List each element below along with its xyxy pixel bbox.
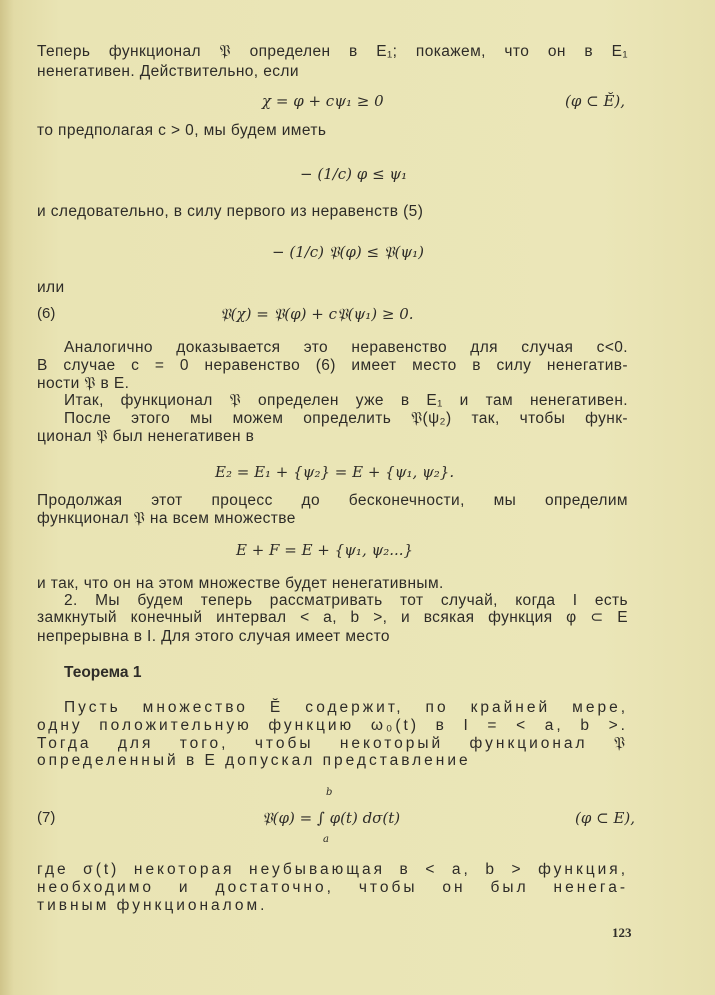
equation-number: (7) bbox=[37, 809, 56, 826]
text-line: Итак, функционал 𝔓 определен уже в E₁ и там ненегативен. bbox=[64, 392, 628, 409]
equation: − (1/c) φ ≤ ψ₁ bbox=[300, 165, 408, 183]
integral-lower-limit: a bbox=[323, 834, 329, 845]
equation-condition: (φ ⊂ E), bbox=[575, 809, 636, 827]
equation: 𝔓(φ) = ∫ φ(t) dσ(t) bbox=[262, 809, 401, 827]
equation: − (1/c) 𝔓(φ) ≤ 𝔓(ψ₁) bbox=[272, 243, 424, 261]
equation: E₂ = E₁ + {ψ₂} = E + {ψ₁, ψ₂}. bbox=[215, 463, 455, 481]
text-line: Пусть множество Ĕ содержит, по крайней мере, bbox=[64, 699, 628, 716]
text-line: где σ(t) некоторая неубывающая в < a, b > функция, bbox=[37, 861, 628, 878]
text-line: В случае c = 0 неравенство (6) имеет место в силу ненегатив- bbox=[37, 357, 628, 374]
text-line: то предполагая c > 0, мы будем иметь bbox=[37, 122, 327, 139]
text-line: ненегативен. Действительно, если bbox=[37, 63, 299, 80]
equation: 𝔓(χ) = 𝔓(φ) + c𝔓(ψ₁) ≥ 0. bbox=[220, 305, 414, 323]
equation: χ = φ + cψ₁ ≥ 0 bbox=[262, 92, 384, 110]
text-line: и так, что он на этом множестве будет ненегативным. bbox=[37, 575, 444, 592]
text-line: и следовательно, в силу первого из неравенств (5) bbox=[37, 203, 424, 220]
text-line: замкнутый конечный интервал < a, b >, и всякая функция φ ⊂ E bbox=[37, 609, 628, 626]
text-line: определенный в E допускал представление bbox=[37, 752, 471, 769]
text-line: одну положительную функцию ω₀(t) в I = < a, b >. bbox=[37, 717, 628, 734]
equation-condition: (φ ⊂ Ĕ), bbox=[565, 92, 626, 110]
text-line: Тогда для того, чтобы некоторый функционал 𝔓 bbox=[37, 735, 628, 752]
text-line: 2. Мы будем теперь рассматривать тот случай, когда I есть bbox=[64, 592, 628, 609]
page-number: 123 bbox=[612, 925, 632, 940]
text-line: или bbox=[37, 279, 65, 296]
text-line: тивным функционалом. bbox=[37, 897, 268, 914]
text-line: ности 𝔓 в E. bbox=[37, 375, 130, 392]
text-line: необходимо и достаточно, чтобы он был ненега- bbox=[37, 879, 628, 896]
equation: E + F = E + {ψ₁, ψ₂...} bbox=[236, 541, 414, 559]
text-line: Аналогично доказывается это неравенство для случая c<0. bbox=[64, 339, 628, 356]
text-line: непрерывна в I. Для этого случая имеет место bbox=[37, 628, 390, 645]
integral-upper-limit: b bbox=[326, 787, 333, 798]
text-line: ционал 𝔓 был ненегативен в bbox=[37, 428, 255, 445]
equation-number: (6) bbox=[37, 305, 56, 322]
text-line: Теперь функционал 𝔓 определен в E₁; покажем, что он в E₁ bbox=[37, 43, 628, 60]
text-line: После этого мы можем определить 𝔓(ψ₂) так, чтобы функ- bbox=[64, 410, 628, 427]
text-line: функционал 𝔓 на всем множестве bbox=[37, 510, 296, 527]
text-line: Продолжая этот процесс до бесконечности, мы определим bbox=[37, 492, 628, 509]
theorem-heading: Теорема 1 bbox=[64, 664, 142, 681]
